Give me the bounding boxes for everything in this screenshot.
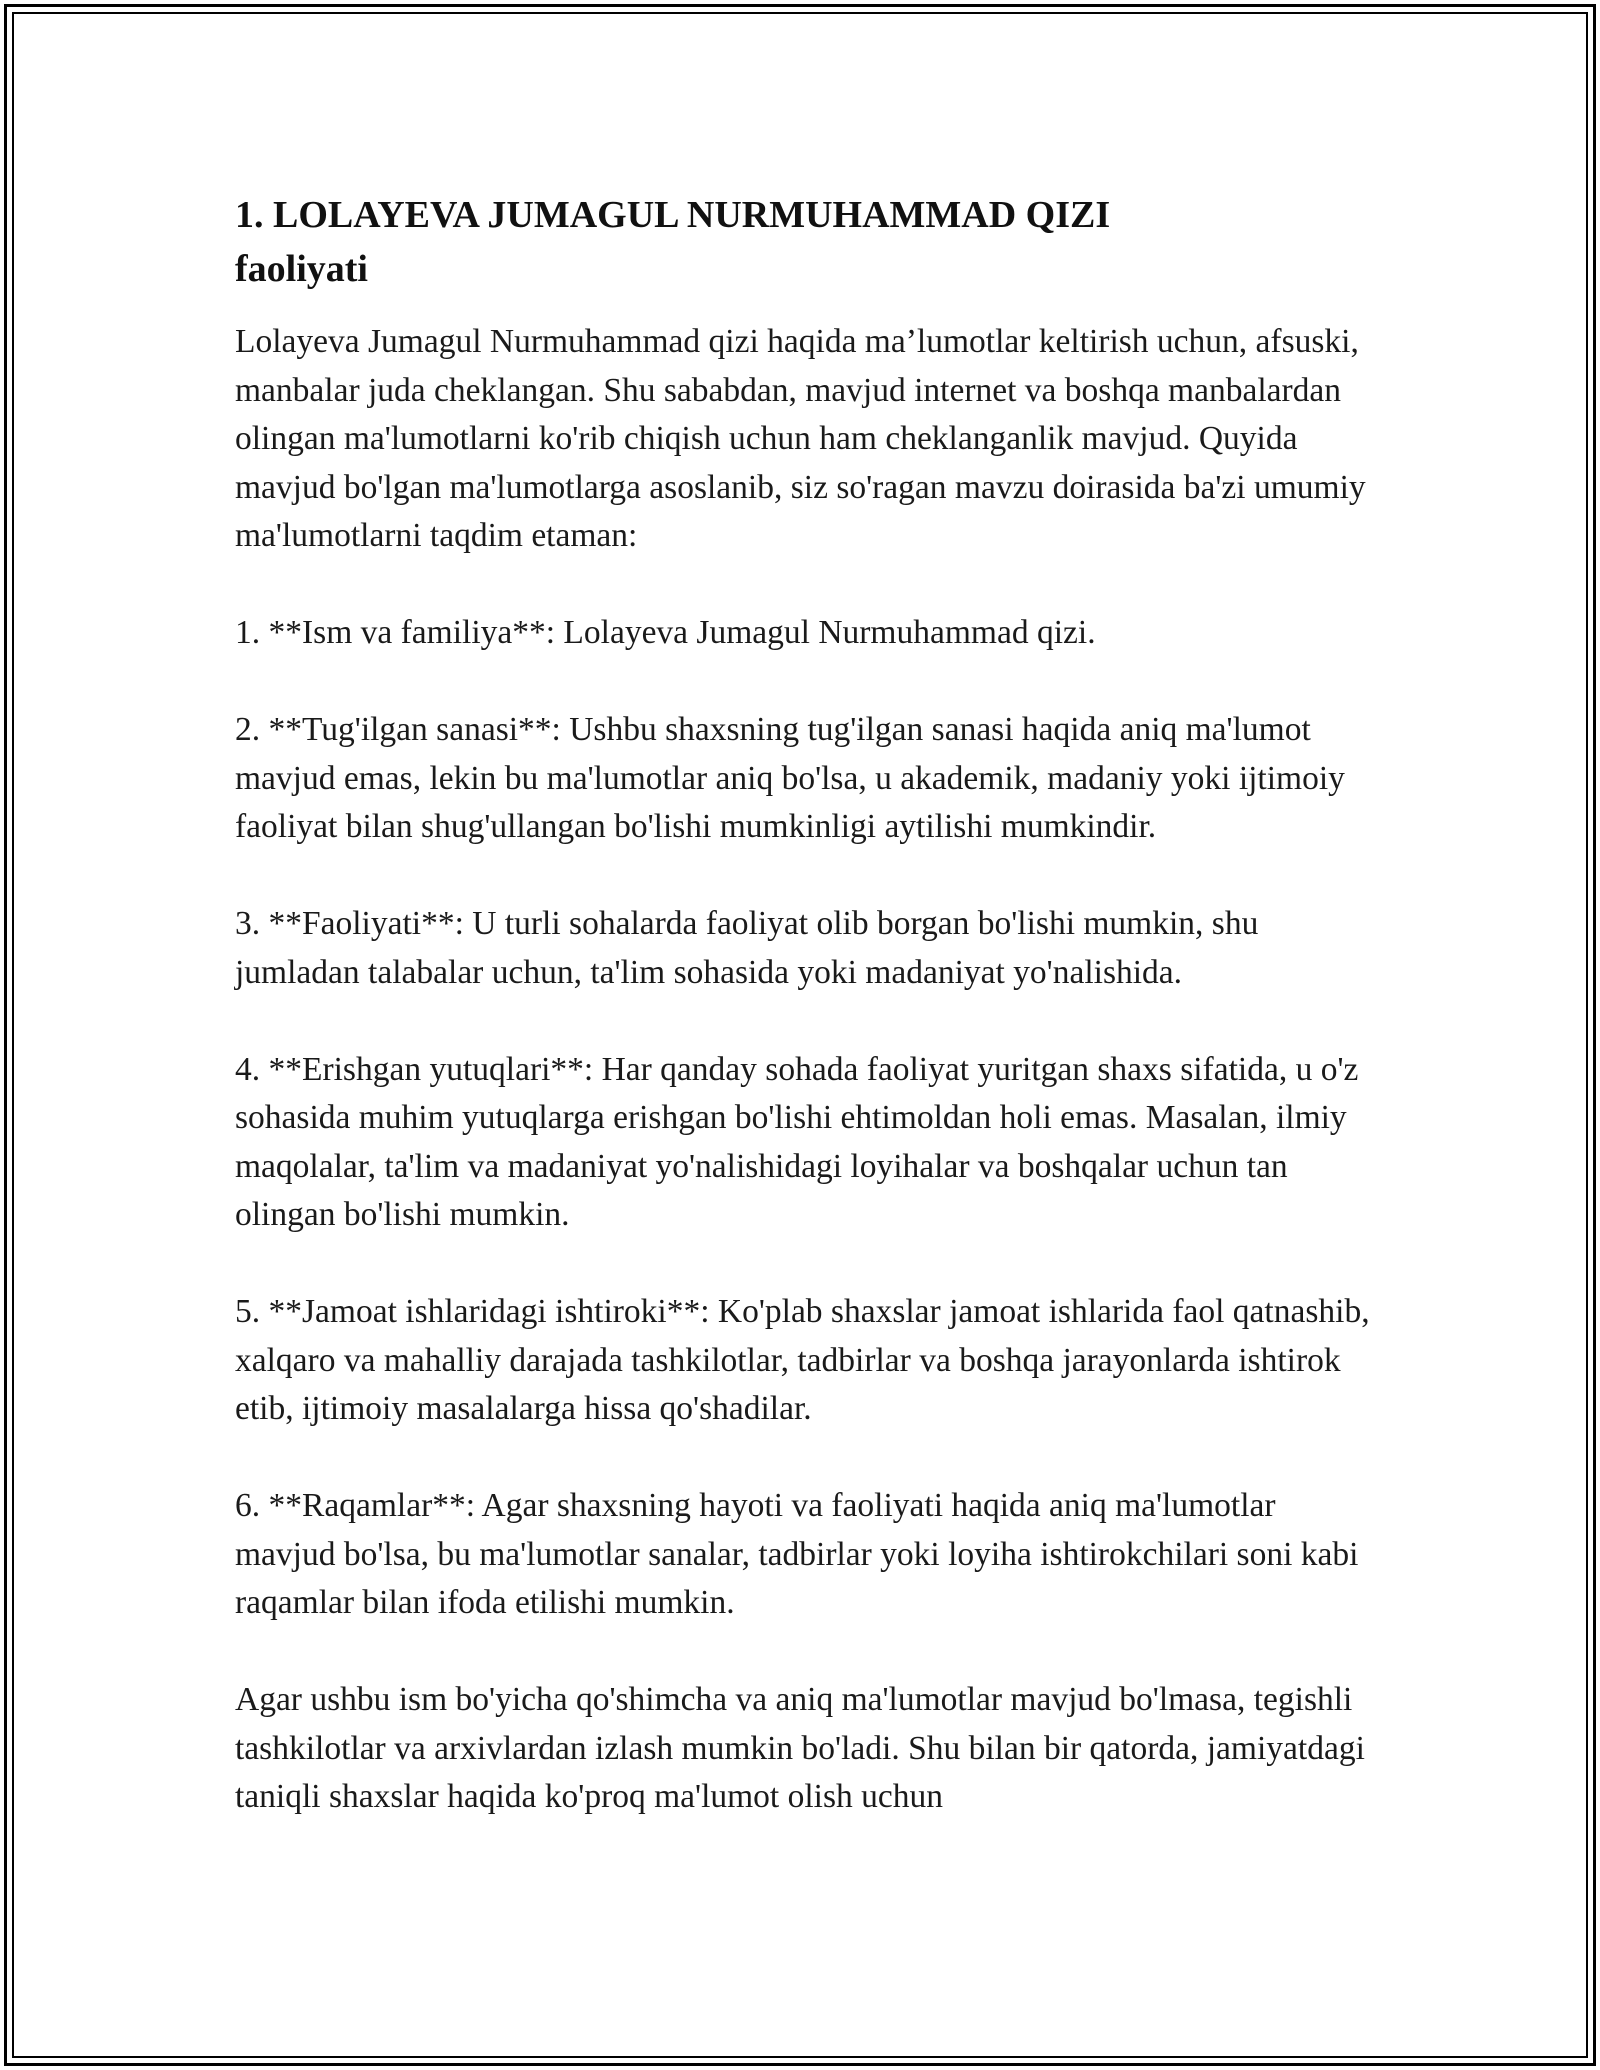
item-public-work: 5. **Jamoat ishlaridagi ishtiroki**: Ko'plab shaxslar jamoat ishlarida faol qatnashib, xalqaro va mahalliy darajada tashkilotlar, tadbirlar va boshqa jarayonlarda ishtirok etib, ijtimoiy masalalarga hissa qo'shadilar. <box>235 1293 1370 1427</box>
item-achievements: 4. **Erishgan yutuqlari**: Har qanday sohada faoliyat yuritgan shaxs sifatida, u o'z sohasida muhim yutuqlarga erishgan bo'lishi ehtimoldan holi emas. Masalan, ilmiy maqolalar, ta'lim va madaniyat yo'nalishidagi loyihalar va boshqalar uchun tan olingan bo'lishi mumkin. <box>235 1050 1359 1233</box>
heading-line-2: faoliyati <box>235 248 368 290</box>
item-birth-date: 2. **Tug'ilgan sanasi**: Ushbu shaxsning tug'ilgan sanasi haqida aniq ma'lumot mavjud emas, lekin bu ma'lumotlar aniq bo'lsa, u akademik, madaniy yoki ijtimoiy faoliyat bilan shug'ullangan bo'lishi mumkinligi aytilishi mumkindir. <box>235 711 1345 845</box>
item-numbers: 6. **Raqamlar**: Agar shaxsning hayoti va faoliyati haqida aniq ma'lumotlar mavjud bo'lsa, bu ma'lumotlar sanalar, tadbirlar yoki loyiha ishtirokchilari soni kabi raqamlar bilan ifoda etilishi mumkin. <box>235 1487 1359 1621</box>
closing-paragraph: Agar ushbu ism bo'yicha qo'shimcha va aniq ma'lumotlar mavjud bo'lmasa, tegishli tashkilotlar va arxivlardan izlash mumkin bo'ladi. Shu bilan bir qatorda, jamiyatdagi taniqli shaxslar haqida ko'proq ma'lumot olish uchun <box>235 1681 1365 1815</box>
item-name: 1. **Ism va familiya**: Lolayeva Jumagul Nurmuhammad qizi. <box>235 614 1096 651</box>
heading-line-1: 1. LOLAYEVA JUMAGUL NURMUHAMMAD QIZI <box>235 194 1111 236</box>
item-activity: 3. **Faoliyati**: U turli sohalarda faoliyat olib borgan bo'lishi mumkin, shu jumladan talabalar uchun, ta'lim sohasida yoki madaniyat yo'nalishida. <box>235 905 1259 991</box>
document-body <box>235 188 1370 1870</box>
intro-paragraph: Lolayeva Jumagul Nurmuhammad qizi haqida ma’lumotlar keltirish uchun, afsuski, manbalar juda cheklangan. Shu sababdan, mavjud internet va boshqa manbalardan olingan ma'lumotlarni ko'rib chiqish uchun ham cheklanganlik mavjud. Quyida mavjud bo'lgan ma'lumotlarga asoslanib, siz so'ragan mavzu doirasida ba'zi umumiy ma'lumotlarni taqdim etaman: <box>235 323 1366 554</box>
document-heading <box>235 188 1370 296</box>
